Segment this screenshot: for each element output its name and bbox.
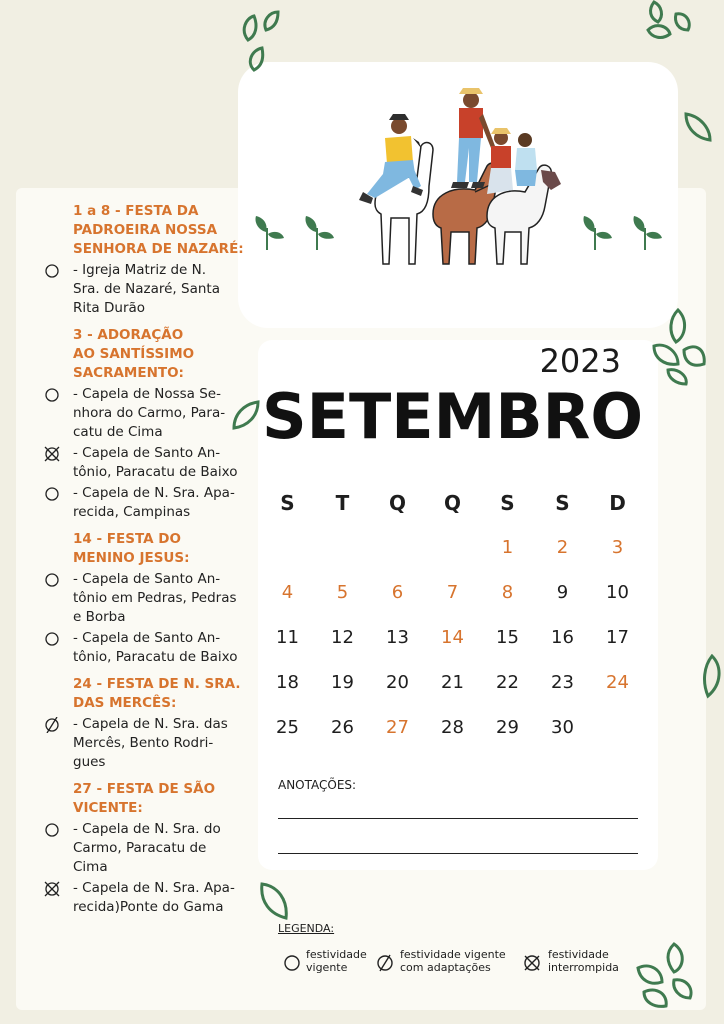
calendar-week [260, 705, 645, 750]
month-title: SETEMBRO [262, 380, 644, 453]
slashed-circle-icon [44, 717, 60, 733]
sprout-icon [254, 212, 340, 252]
crossed-circle-icon [523, 954, 541, 972]
calendar-grid [260, 480, 645, 750]
circle-icon [283, 954, 301, 972]
calendar-day: 7 [446, 582, 459, 603]
calendar-day: 18 [276, 672, 299, 693]
weekday-label: S [280, 490, 295, 515]
festivity-title: 1 a 8 - FESTA DA PADROEIRA NOSSA SENHORA DE NAZARÉ: [73, 203, 244, 257]
notes-label: ANOTAÇÕES: [278, 778, 357, 792]
calendar-day: 9 [556, 582, 569, 603]
calendar-day: 2 [556, 537, 569, 558]
calendar-day: 4 [281, 582, 294, 603]
calendar-day: 17 [606, 627, 629, 648]
calendar-day: 19 [331, 672, 354, 693]
festivity-location [40, 879, 255, 917]
calendar-day: 29 [496, 717, 519, 738]
festivity-title: 3 - ADORAÇÃO AO SANTÍSSIMO SACRAMENTO: [73, 327, 195, 381]
festivity-location [40, 444, 255, 482]
festivity-location-text: - Capela de N. Sra. do Carmo, Paracatu de Cima [73, 821, 221, 875]
legend-title: LEGENDA: [278, 922, 335, 935]
notes-line [278, 853, 638, 854]
circle-icon [44, 572, 60, 588]
calendar-day: 6 [391, 582, 404, 603]
festivity-location-text: - Capela de N. Sra. Apa- recida, Campinas [73, 485, 235, 520]
calendar-day: 15 [496, 627, 519, 648]
calendar-day: 1 [501, 537, 514, 558]
calendar-week [260, 570, 645, 615]
festivity-location [40, 570, 255, 627]
legend-item-vigente: festividade vigente [306, 948, 367, 974]
festivity-title: 24 - FESTA DE N. SRA. DAS MERCÊS: [73, 676, 241, 711]
leaf-icon [642, 0, 694, 52]
calendar-day: 23 [551, 672, 574, 693]
festivity-location [40, 629, 255, 667]
calendar-week [260, 615, 645, 660]
leaf-icon [240, 10, 288, 76]
festivity-location [40, 484, 255, 522]
festivity-title: 27 - FESTA DE SÃO VICENTE: [73, 781, 216, 816]
notes-line [278, 818, 638, 819]
horse-riders-illustration [355, 86, 570, 268]
circle-icon [44, 387, 60, 403]
calendar-week [260, 525, 645, 570]
calendar-day: 3 [611, 537, 624, 558]
festivity-location-text: - Capela de Santo An- tônio, Paracatu de Baixo [73, 445, 238, 480]
calendar-day: 27 [386, 717, 409, 738]
leaf-icon [698, 654, 724, 700]
legend-item-interrompida: festividade interrompida [548, 948, 619, 974]
calendar-day: 12 [331, 627, 354, 648]
leaf-icon [682, 110, 716, 146]
festivities-list [40, 202, 255, 917]
circle-icon [44, 486, 60, 502]
festivity-title: 14 - FESTA DO MENINO JESUS: [73, 531, 190, 566]
calendar-day: 11 [276, 627, 299, 648]
weekday-label: S [500, 490, 515, 515]
legend-item-adaptacoes: festividade vigente com adaptações [400, 948, 506, 974]
festivity-location-text: - Capela de Santo An- tônio em Pedras, Pedras e Borba [73, 571, 237, 625]
weekday-label: Q [443, 490, 461, 515]
weekday-header [260, 480, 645, 525]
weekday-label: Q [388, 490, 406, 515]
sprout-icon [578, 212, 668, 252]
calendar-day: 24 [606, 672, 629, 693]
calendar-day: 10 [606, 582, 629, 603]
leaf-icon [256, 880, 292, 924]
leaf-icon [634, 940, 696, 1012]
festivity-location [40, 715, 255, 772]
calendar-day: 5 [336, 582, 349, 603]
calendar-day: 25 [276, 717, 299, 738]
weekday-label: T [335, 490, 350, 515]
calendar-day: 16 [551, 627, 574, 648]
circle-icon [44, 631, 60, 647]
calendar-day: 21 [441, 672, 464, 693]
festivity-location-text: - Capela de Santo An- tônio, Paracatu de Baixo [73, 630, 238, 665]
crossed-circle-icon [44, 881, 60, 897]
festivity-location [40, 261, 255, 318]
calendar-day: 22 [496, 672, 519, 693]
festivity-location [40, 820, 255, 877]
circle-icon [44, 263, 60, 279]
festivity-location-text: - Capela de N. Sra. das Mercês, Bento Rodri- gues [73, 716, 228, 770]
calendar-day: 28 [441, 717, 464, 738]
festivity-location [40, 385, 255, 442]
crossed-circle-icon [44, 446, 60, 462]
calendar-week [260, 660, 645, 705]
weekday-label: D [609, 490, 626, 515]
year-label: 2023 [539, 342, 621, 380]
leaf-icon [648, 306, 708, 386]
calendar-day: 14 [441, 627, 464, 648]
festivity-location-text: - Igreja Matriz de N. Sra. de Nazaré, Santa Rita Durão [73, 262, 220, 316]
circle-icon [44, 822, 60, 838]
calendar-day: 20 [386, 672, 409, 693]
calendar-day: 8 [501, 582, 514, 603]
calendar-day: 13 [386, 627, 409, 648]
festivity-location-text: - Capela de N. Sra. Apa- recida)Ponte do Gama [73, 880, 235, 915]
festivity-location-text: - Capela de Nossa Se- nhora do Carmo, Para- catu de Cima [73, 386, 226, 440]
slashed-circle-icon [376, 954, 394, 972]
weekday-label: S [555, 490, 570, 515]
calendar-day: 26 [331, 717, 354, 738]
calendar-day: 30 [551, 717, 574, 738]
